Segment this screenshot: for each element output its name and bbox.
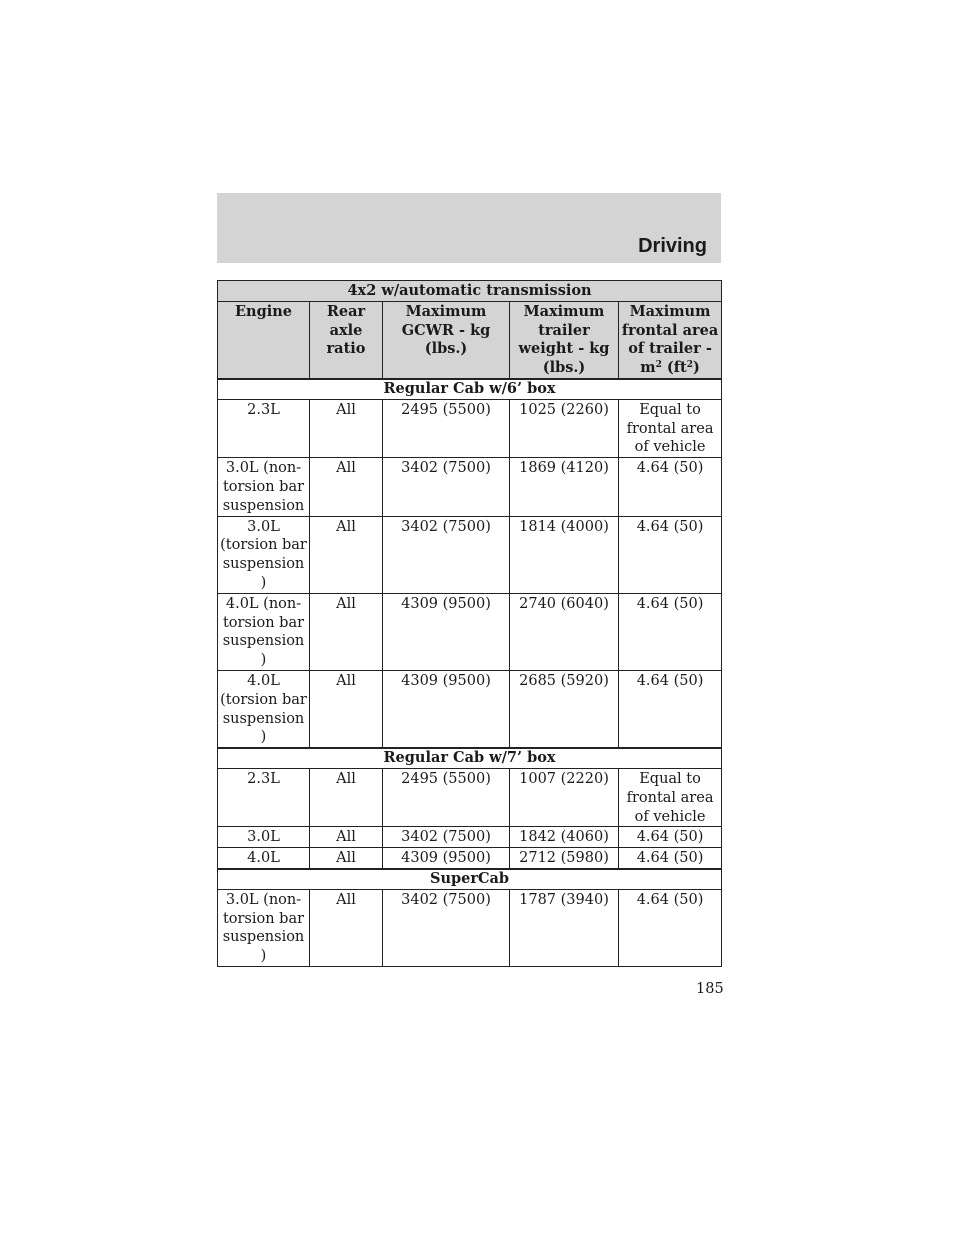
cell-axle-ratio: All — [310, 516, 383, 593]
cell-frontal-area: 4.64 (50) — [619, 889, 722, 966]
column-header-engine: Engine — [218, 301, 310, 379]
cell-gcwr: 4309 (9500) — [383, 670, 510, 748]
cell-engine: 4.0L — [218, 848, 310, 869]
cell-frontal-area: 4.64 (50) — [619, 670, 722, 748]
cell-axle-ratio: All — [310, 848, 383, 869]
cell-gcwr: 3402 (7500) — [383, 827, 510, 848]
table-row — [218, 848, 722, 869]
cell-engine: 3.0L — [218, 827, 310, 848]
group-title: Regular Cab w/6’ box — [218, 379, 722, 399]
cell-trailer-weight: 1007 (2220) — [510, 768, 619, 826]
section-header-band — [217, 193, 721, 263]
table-row — [218, 593, 722, 670]
frontal-area-exponent-imperial: 2 — [686, 360, 693, 371]
cell-axle-ratio: All — [310, 458, 383, 516]
cell-trailer-weight: 2685 (5920) — [510, 670, 619, 748]
page-number: 185 — [696, 981, 724, 997]
column-header-trailer-weight: Maximum trailer weight - kg (lbs.) — [510, 301, 619, 379]
cell-engine: 2.3L — [218, 399, 310, 457]
cell-engine: 3.0L (non-torsion bar suspension) — [218, 889, 310, 966]
table-header-row — [218, 301, 722, 379]
cell-trailer-weight: 2740 (6040) — [510, 593, 619, 670]
cell-axle-ratio: All — [310, 670, 383, 748]
cell-frontal-area: 4.64 (50) — [619, 593, 722, 670]
column-header-axle-ratio: Rear axle ratio — [310, 301, 383, 379]
cell-trailer-weight: 1025 (2260) — [510, 399, 619, 457]
cell-engine: 3.0L (torsion bar suspension) — [218, 516, 310, 593]
column-header-frontal-area — [619, 301, 722, 379]
cell-gcwr: 2495 (5500) — [383, 768, 510, 826]
cell-engine: 4.0L (torsion bar suspension) — [218, 670, 310, 748]
cell-engine: 2.3L — [218, 768, 310, 826]
cell-trailer-weight: 2712 (5980) — [510, 848, 619, 869]
table-row — [218, 889, 722, 966]
table-row — [218, 768, 722, 826]
cell-gcwr: 2495 (5500) — [383, 399, 510, 457]
group-title: SuperCab — [218, 869, 722, 889]
group-header-row — [218, 748, 722, 768]
table-caption-row — [218, 281, 722, 302]
cell-trailer-weight: 1869 (4120) — [510, 458, 619, 516]
cell-gcwr: 3402 (7500) — [383, 458, 510, 516]
cell-axle-ratio: All — [310, 593, 383, 670]
column-header-gcwr: Maximum GCWR - kg (lbs.) — [383, 301, 510, 379]
group-header-row — [218, 379, 722, 399]
cell-axle-ratio: All — [310, 768, 383, 826]
cell-frontal-area: 4.64 (50) — [619, 458, 722, 516]
table-row — [218, 399, 722, 457]
cell-trailer-weight: 1787 (3940) — [510, 889, 619, 966]
table-caption: 4x2 w/automatic transmission — [218, 281, 722, 302]
group-title: Regular Cab w/7’ box — [218, 748, 722, 768]
cell-axle-ratio: All — [310, 889, 383, 966]
section-title: Driving — [638, 235, 707, 257]
cell-axle-ratio: All — [310, 827, 383, 848]
cell-gcwr: 3402 (7500) — [383, 516, 510, 593]
cell-axle-ratio: All — [310, 399, 383, 457]
table-row — [218, 827, 722, 848]
table-row — [218, 516, 722, 593]
cell-engine: 3.0L (non-torsion bar suspension — [218, 458, 310, 516]
cell-frontal-area: Equal to frontal area of vehicle — [619, 399, 722, 457]
table-row — [218, 670, 722, 748]
cell-gcwr: 3402 (7500) — [383, 889, 510, 966]
cell-frontal-area: Equal to frontal area of vehicle — [619, 768, 722, 826]
group-header-row — [218, 869, 722, 889]
cell-frontal-area: 4.64 (50) — [619, 827, 722, 848]
cell-gcwr: 4309 (9500) — [383, 848, 510, 869]
frontal-area-label: Maximum frontal area of trailer - m — [621, 302, 719, 377]
frontal-area-close: ) — [692, 359, 700, 377]
cell-gcwr: 4309 (9500) — [383, 593, 510, 670]
frontal-area-exponent-metric: 2 — [655, 360, 662, 371]
table-row — [218, 458, 722, 516]
cell-trailer-weight: 1842 (4060) — [510, 827, 619, 848]
cell-frontal-area: 4.64 (50) — [619, 516, 722, 593]
towing-spec-table — [217, 280, 722, 967]
cell-engine: 4.0L (non-torsion bar suspension) — [218, 593, 310, 670]
cell-trailer-weight: 1814 (4000) — [510, 516, 619, 593]
cell-frontal-area: 4.64 (50) — [619, 848, 722, 869]
frontal-area-unit: (ft — [661, 359, 687, 377]
